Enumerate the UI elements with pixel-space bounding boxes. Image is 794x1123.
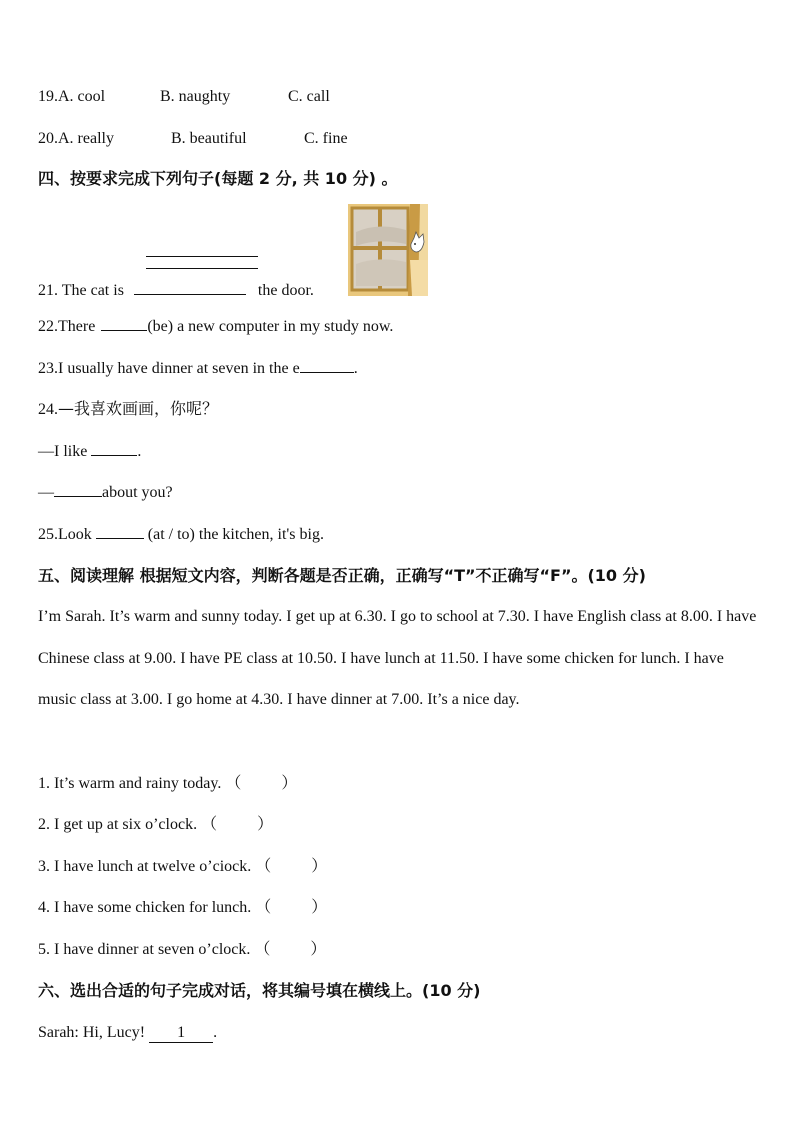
option-a: A. really bbox=[58, 130, 114, 147]
tf-item-4 bbox=[38, 898, 327, 918]
option-c: C. call bbox=[288, 88, 330, 105]
tf-statement: 2. I get up at six o’clock. bbox=[38, 816, 198, 833]
question-24 bbox=[38, 399, 218, 420]
reading-passage: I’m Sarah. It’s warm and sunny today. I get up at 6.30. I go to school at 7.30. I have English class at 8.00. I have Chinese class at 9.00. I have PE class at 10.50. I have lunch at 11.50. I have some chicken for lunch. I have music class at 3.00. I go home at 4.30. I have dinner at 7.00. It’s a nice day. bbox=[38, 608, 757, 708]
question-25 bbox=[38, 524, 324, 545]
question-number: 20. bbox=[38, 130, 58, 147]
question-text: There bbox=[58, 318, 96, 335]
answer-blank[interactable] bbox=[101, 316, 147, 331]
tf-item-1 bbox=[38, 774, 297, 794]
question-text-end: (be) a new computer in my study now. bbox=[147, 318, 394, 335]
tf-item-2 bbox=[38, 815, 273, 835]
question-number: 24. bbox=[38, 401, 58, 418]
dialog-line-1 bbox=[38, 1023, 217, 1043]
question-number: 23. bbox=[38, 360, 58, 377]
question-text: I usually have dinner at seven in the e bbox=[58, 360, 300, 377]
blank-line bbox=[146, 268, 258, 269]
answer-parentheses[interactable]: （ ） bbox=[255, 899, 328, 916]
option-b: B. naughty bbox=[160, 88, 231, 105]
dialog-text: Sarah: Hi, Lucy! bbox=[38, 1024, 146, 1041]
answer-blank[interactable] bbox=[149, 1024, 213, 1043]
question-text-end: (at / to) the kitchen, it's big. bbox=[147, 526, 324, 543]
section-4-title: 四、按要求完成下列句子(每题 2 分, 共 10 分) 。 bbox=[38, 169, 398, 188]
question-number: 22. bbox=[38, 318, 58, 335]
question-text: The cat is bbox=[61, 282, 124, 299]
dialog-text: —I like bbox=[38, 443, 88, 460]
question-23 bbox=[38, 358, 358, 379]
question-text-end: the door. bbox=[257, 282, 314, 299]
answer-blank[interactable] bbox=[91, 441, 137, 456]
dialog-text-end: about you? bbox=[102, 484, 173, 501]
answer-parentheses[interactable]: （ ） bbox=[255, 858, 328, 875]
option-c: C. fine bbox=[304, 130, 348, 147]
tf-statement: 1. It’s warm and rainy today. bbox=[38, 775, 222, 792]
dialog-text-end: . bbox=[137, 443, 142, 460]
question-number: 25. bbox=[38, 526, 58, 543]
question-text-end: . bbox=[353, 360, 358, 377]
tf-statement: 5. I have dinner at seven o’clock. bbox=[38, 941, 251, 958]
question-number: 19. bbox=[38, 88, 58, 105]
question-22 bbox=[38, 316, 393, 337]
section-6-title: 六、选出合适的句子完成对话，将其编号填在横线上。(10 分) bbox=[38, 981, 481, 1000]
question-21 bbox=[38, 280, 314, 301]
question-prompt: —我喜欢画画，你呢？ bbox=[58, 399, 219, 418]
answer-parentheses[interactable]: （ ） bbox=[225, 775, 298, 792]
question-24-line-1 bbox=[38, 441, 141, 462]
question-20 bbox=[38, 129, 348, 149]
option-b: B. beautiful bbox=[171, 130, 247, 147]
answer-blank[interactable] bbox=[54, 482, 102, 497]
question-text: Look bbox=[58, 526, 92, 543]
dialog-dash: — bbox=[38, 484, 54, 501]
answer-blank[interactable] bbox=[300, 358, 354, 373]
blank-line bbox=[146, 256, 258, 257]
dialog-text-end: . bbox=[213, 1024, 218, 1041]
option-a: A. cool bbox=[58, 88, 106, 105]
tf-statement: 4. I have some chicken for lunch. bbox=[38, 899, 252, 916]
answer-parentheses[interactable]: （ ） bbox=[254, 941, 327, 958]
tf-statement: 3. I have lunch at twelve o’ciock. bbox=[38, 858, 252, 875]
question-24-line-2 bbox=[38, 482, 173, 503]
cat-behind-door-image bbox=[348, 204, 428, 296]
answer-blank[interactable] bbox=[134, 280, 246, 295]
tf-item-3 bbox=[38, 857, 327, 877]
question-number: 21. bbox=[38, 282, 58, 299]
answer-blank[interactable] bbox=[96, 524, 144, 539]
question-19 bbox=[38, 87, 330, 107]
section-5-title: 五、阅读理解 根据短文内容，判断各题是否正确，正确写“T”不正确写“F”。(10 分) bbox=[38, 566, 646, 585]
q21-stacked-blanks bbox=[146, 256, 258, 280]
answer-parentheses[interactable]: （ ） bbox=[201, 816, 274, 833]
tf-item-5 bbox=[38, 940, 326, 960]
blank-number: 1 bbox=[177, 1024, 186, 1041]
